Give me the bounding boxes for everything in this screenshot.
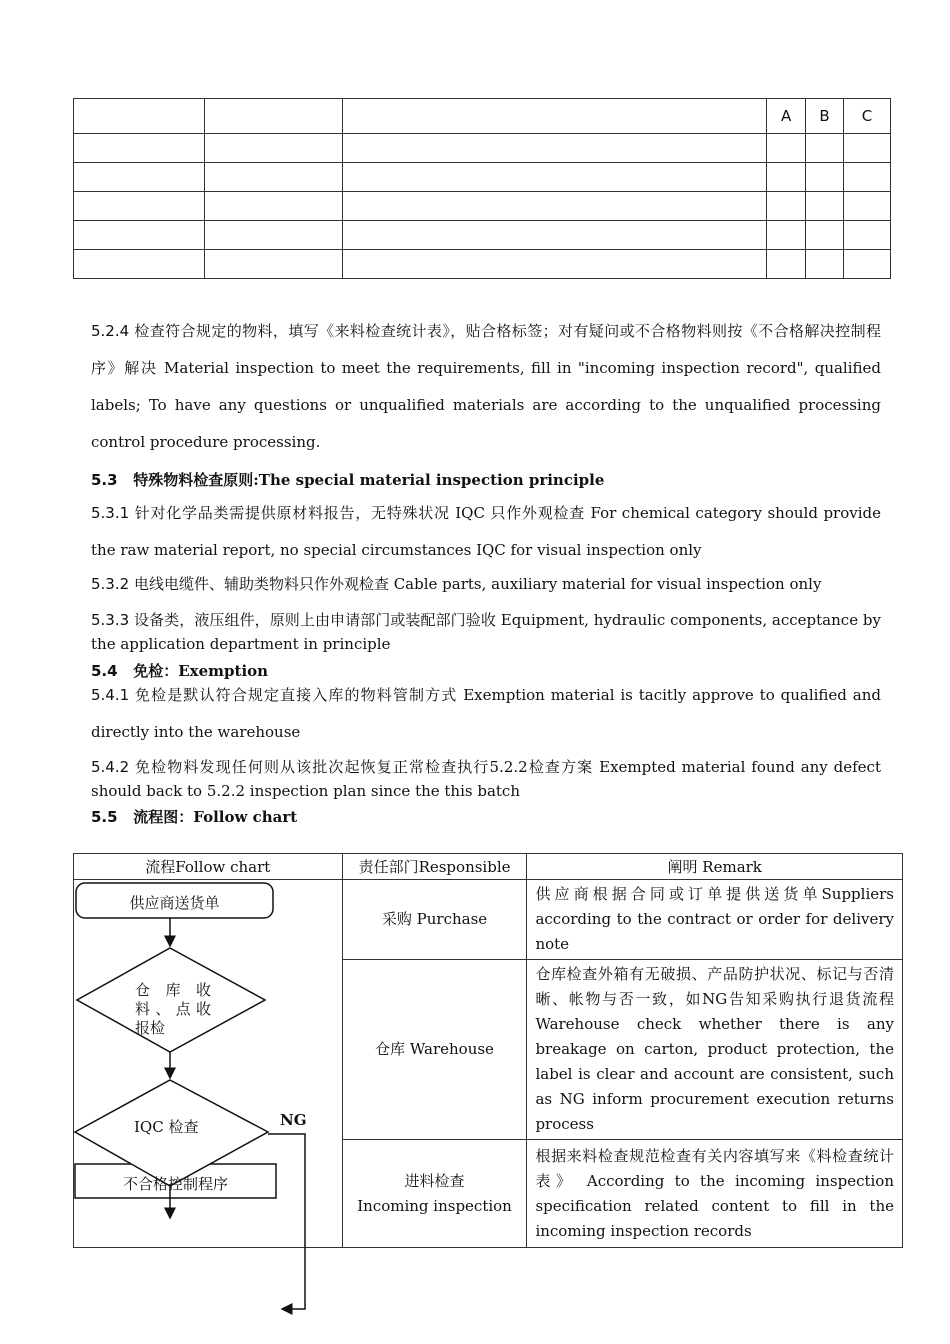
heading-5-4: 5.4 免检：Exemption: [91, 662, 269, 680]
diamond1-label: 仓 库 收 料、点收 报检: [135, 981, 211, 1037]
para-5-4-2: 5.4.2 免检物料发现任何则从该批次起恢复正常检查执行5.2.2检查方案 Exempted material found any defect should back to 5.2.2 inspection plan since the this batch: [91, 758, 881, 800]
dept-warehouse: 仓库 Warehouse: [342, 960, 527, 1140]
col-header-responsible: 责任部门Responsible: [342, 854, 527, 880]
para-5-3-1: 5.3.1 针对化学品类需提供原材料报告，无特殊状况 IQC 只作外观检查 For chemical category should provide the raw material report, no special circumstances IQC for visual inspection only: [91, 504, 881, 559]
para-5-3-3: 5.3.3 设备类，液压组件，原则上由申请部门或装配部门验收 Equipment, hydraulic components, acceptance by the application department in principle: [91, 611, 881, 653]
dept-incoming-en: Incoming inspection: [357, 1196, 512, 1215]
para-5-4-1: 5.4.1 免检是默认符合规定直接入库的物料管制方式 Exemption material is tacitly approve to qualified and directly into the warehouse: [91, 686, 881, 741]
ng-label: NG: [280, 1111, 307, 1129]
dept-purchase: 采购 Purchase: [342, 880, 527, 960]
top-table-header-cell: C: [844, 99, 891, 134]
start-box-label: 供应商送货单: [129, 894, 220, 912]
remark-purchase: 供应商根据合同或订单提供送货单Suppliers according to the contract or order for delivery note: [527, 880, 903, 960]
col-header-remark: 阐明 Remark: [527, 854, 903, 880]
heading-5-3: 5.3 特殊物料检查原则:The special material inspection principle: [91, 471, 605, 489]
para-5-2-4: 5.2.4 检查符合规定的物料，填写《来料检查统计表》，贴合格标签；对有疑问或不合格物料则按《不合格解决控制程序》解决 Material inspection to meet the requirements, fill in "incoming inspection record", qualified labels; To have any questions or unqualified materials are according to the unqualified processing control procedure processing.: [91, 322, 881, 451]
col-header-flow: 流程Follow chart: [74, 854, 343, 880]
top-table-header-cell: A: [767, 99, 806, 134]
diamond2-label: IQC 检查: [134, 1118, 199, 1136]
heading-5-5: 5.5 流程图：Follow chart: [91, 808, 298, 826]
remark-warehouse: 仓库检查外箱有无破损、产品防护状况、标记与否清晰、帐物与否一致，如NG告知采购执行退货流程 Warehouse check whether there is any breakage on carton, product protection, the label is clear and account are consistent, such as NG inform procurement execution returns process: [527, 960, 903, 1140]
top-table-header-cell: B: [806, 99, 844, 134]
remark-incoming-inspection: 根据来料检查规范检查有关内容填写来《料检查统计表》 According to the incoming inspection specification related content to fill in the incoming inspection records: [527, 1140, 903, 1248]
dept-incoming-cn: 进料检查: [404, 1171, 465, 1190]
reject-box-label: 不合格控制程序: [122, 1175, 228, 1193]
para-5-3-2: 5.3.2 电线电缆件、辅助类物料只作外观检查 Cable parts, auxiliary material for visual inspection only: [91, 575, 822, 593]
arrow-ng-route: [268, 1134, 305, 1309]
